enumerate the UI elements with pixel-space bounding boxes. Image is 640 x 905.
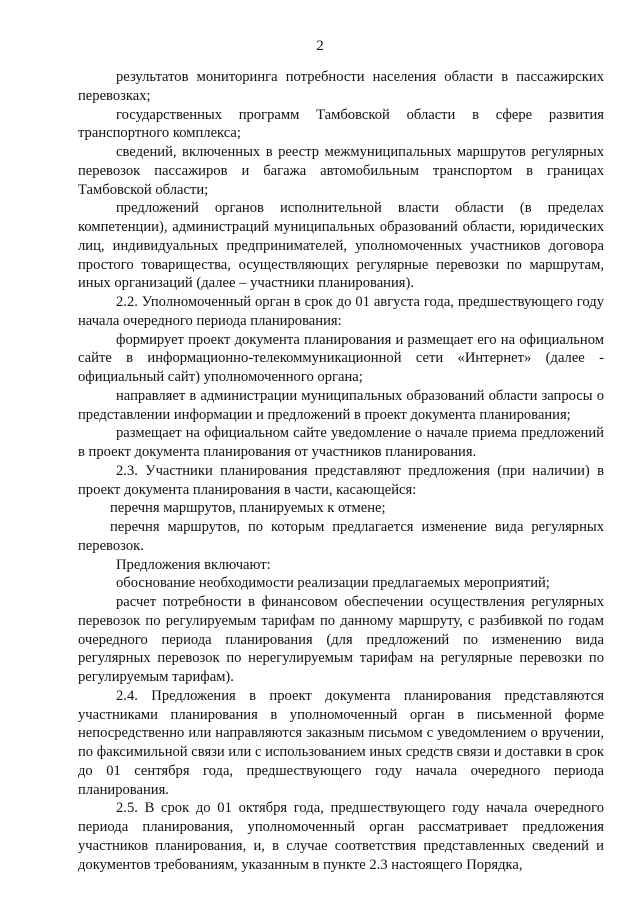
paragraph-2-3: 2.3. Участники планирования представляют предложения (при наличии) в проект документа планирования в части, касающейся: xyxy=(78,462,604,498)
paragraph-proposals-include: Предложения включают: xyxy=(116,556,271,573)
page-number: 2 xyxy=(316,38,324,54)
paragraph-2-2: 2.2. Уполномоченный орган в срок до 01 августа года, предшествующего году начала очередного периода планирования: xyxy=(78,294,604,329)
paragraph-proposals-sources: предложений органов исполнительной власти области (в пределах компетенции), администраций муниципальных образований области, юридических лиц, индивидуальных предпринимателей, уполномоченных участников договора простого товарищества, осуществляющих регулярные перевозки по маршрутам, иных организаций (далее – участники планирования). xyxy=(78,200,604,292)
paragraph-forms-draft: формирует проект документа планирования и размещает его на официальном сайте в информационно-телекоммуникационной сети «Интернет» (далее - официальный сайт) уполномоченного органа; xyxy=(78,331,604,385)
paragraph-sends-requests: направляет в администрации муниципальных образований области запросы о представлении информации и предложений в проект документа планирования; xyxy=(78,387,604,423)
paragraph-2-5: 2.5. В срок до 01 октября года, предшествующего году начала очередного периода планирования, уполномоченный орган рассматривает предложения участников планирования, и, в случае соответствия представленных сведений и документов требованиям, указанным в пункте 2.3 настоящего Порядка, xyxy=(78,800,604,873)
paragraph-state-programs: государственных программ Тамбовской области в сфере развития транспортного комплекса; xyxy=(78,106,604,142)
paragraph-posts-notice: размещает на официальном сайте уведомление о начале приема предложений в проект документа планирования от участников планирования. xyxy=(78,425,604,460)
paragraph-monitoring-results: результатов мониторинга потребности населения области в пассажирских перевозках; xyxy=(78,69,604,104)
paragraph-justification: обоснование необходимости реализации предлагаемых мероприятий; xyxy=(116,575,550,592)
document-body xyxy=(78,68,604,874)
paragraph-2-4: 2.4. Предложения в проект документа планирования представляются участниками планирования в уполномоченный орган в письменной форме непосредственно или направляются заказным письмом с уведомлением о вручении, по факсимильной связи или с использованием иных средств связи и доставки в срок до 01 сентября года, предшествующего году начала очередного периода планирования. xyxy=(78,687,604,798)
paragraph-routes-change: перечня маршрутов, по которым предлагается изменение вида регулярных перевозок. xyxy=(78,519,604,554)
paragraph-financial-calculation: расчет потребности в финансовом обеспечении осуществления регулярных перевозок по регулируемым тарифам по данному маршруту, с разбивкой по годам очередного периода планирования (для предложений по изменению вида регулярных перевозок по нерегулируемым тарифам на регулярные перевозки по регулируемым тарифам). xyxy=(78,594,604,685)
paragraph-registry-info: сведений, включенных в реестр межмуниципальных маршрутов регулярных перевозок пассажиров и багажа автомобильным транспортом в границах Тамбовской области; xyxy=(78,144,604,198)
paragraph-routes-cancel: перечня маршрутов, планируемых к отмене; xyxy=(110,500,386,517)
